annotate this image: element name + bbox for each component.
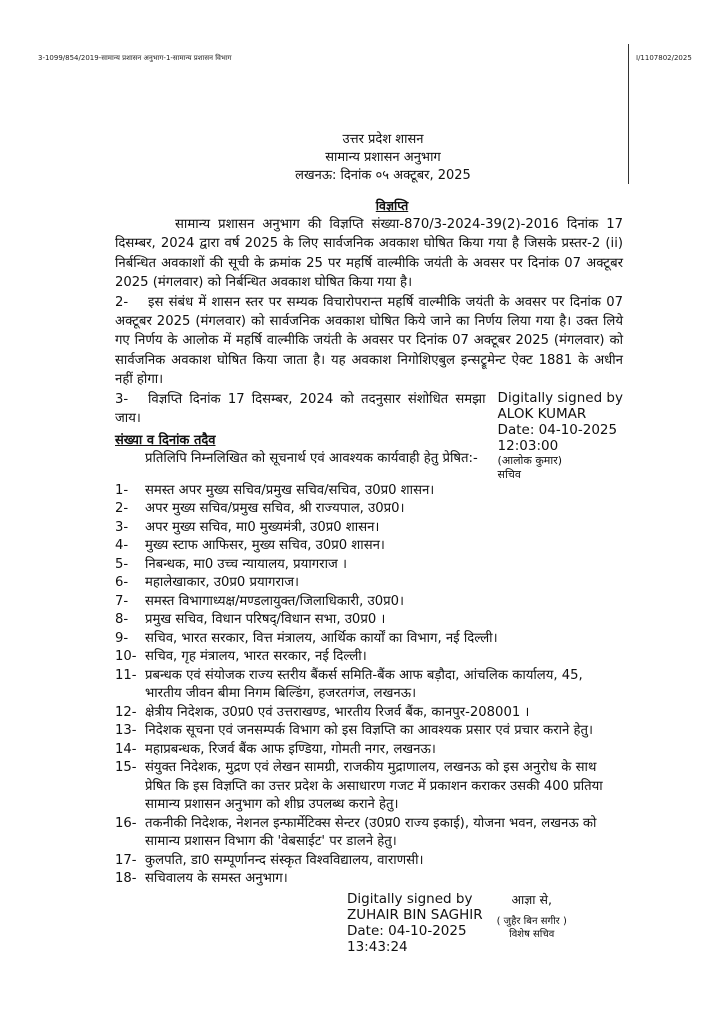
signer-hindi-title: सचिव — [497, 467, 521, 481]
list-item — [115, 741, 623, 760]
paragraph-2 — [115, 293, 623, 390]
paragraph-3-number: 3- — [115, 391, 129, 407]
list-item — [115, 870, 623, 889]
signatory-hindi-name: ( जुहैर बिन सगीर ) — [496, 915, 567, 927]
list-item — [115, 500, 623, 519]
list-item-text: प्रबन्धक एवं संयोजक राज्य स्तरीय बैंकर्स समिति-बैंक आफ बड़ौदा, आंचलिक कार्यालय, 45, भारतीय जीवन बीमा निगम बिल्डिंग, हजरतगंज, लखनऊ। — [145, 667, 583, 702]
list-item-number: 4- — [115, 538, 129, 554]
signature-date: Date: 04-10-2025 — [347, 922, 467, 939]
list-item-text: निदेशक सूचना एवं जनसम्पर्क विभाग को इस विज्ञप्ति का आवश्यक प्रसार एवं प्रचार कराने हेतु। — [145, 723, 594, 739]
list-item-number: 17- — [115, 852, 137, 868]
list-item — [115, 759, 623, 815]
list-item — [115, 722, 623, 741]
list-item-text: क्षेत्रीय निदेशक, उ0प्र0 एवं उत्तराखण्ड, भारतीय रिजर्व बैंक, कानपुर-208001 । — [145, 704, 530, 720]
list-item-text: कुलपति, डा0 सम्पूर्णानन्द संस्कृत विश्वविद्यालय, वाराणसी। — [145, 852, 424, 868]
list-item-text: सचिव, गृह मंत्रालय, भारत सरकार, नई दिल्ली। — [145, 649, 367, 665]
copy-intro: प्रतिलिपि निम्नलिखित को सूचनार्थ एवं आवश्यक कार्यवाही हेतु प्रेषित:- — [145, 451, 478, 467]
signatory-block — [497, 891, 567, 941]
order-text: आज्ञा से, — [511, 891, 552, 907]
list-item-number: 13- — [115, 723, 137, 739]
list-item — [115, 648, 623, 667]
list-item-text: महालेखाकार, उ0प्र0 प्रयागराज। — [145, 575, 300, 591]
paragraph-3 — [115, 390, 486, 429]
list-item — [115, 704, 623, 723]
list-item-number: 1- — [115, 482, 129, 498]
signature-date: Date: 04-10-2025 — [497, 421, 618, 438]
closing-block — [115, 891, 623, 955]
list-item-number: 16- — [115, 815, 137, 831]
list-item — [115, 574, 623, 593]
digital-signature-alok-kumar — [498, 390, 623, 482]
list-item-text: सचिवालय के समस्त अनुभाग। — [145, 871, 288, 887]
list-item-text: निबन्धक, मा0 उच्च न्यायालय, प्रयागराज । — [145, 556, 347, 572]
list-item — [115, 611, 623, 630]
list-item-text: अपर मुख्य सचिव/प्रमुख सचिव, श्री राज्यपाल, उ0प्र0। — [145, 501, 405, 517]
signature-time: 12:03:00 — [497, 437, 559, 454]
file-reference: 3-1099/854/2019-सामान्य प्रशासन अनुभाग-1-सामान्य प्रशासन विभाग — [38, 54, 232, 62]
list-item-text: तकनीकी निदेशक, नेशनल इन्फार्मेटिक्स सेन्टर (उ0प्र0 राज्य इकाई), योजना भवन, लखनऊ को सामान्य प्रशासन विभाग की 'वेबसाईट' पर डालने हेतु। — [145, 815, 597, 850]
paragraph-1-text: सामान्य प्रशासन अनुभाग की विज्ञप्ति संख्या-870/3-2024-39(2)-2016 दिनांक 17 दिसम्बर, 2024 द्वारा वर्ष 2025 के लिए सार्वजनिक अवकाश घोषित किया गया है जिसके प्रस्तर-2 (ii) निर्बन्धित अवकाशों की सूची के क्रमांक 25 पर महर्षि वाल्मीकि जयंती के अवसर पर दिनांक 07 अक्टूबर 2025 (मंगलवार) को निर्बन्धित अवकाश घोषित किया गया है। — [115, 217, 623, 291]
list-item-number: 6- — [115, 575, 129, 591]
list-item-text: समस्त अपर मुख्य सचिव/प्रमुख सचिव/सचिव, उ0प्र0 शासन। — [145, 482, 435, 498]
list-item — [115, 852, 623, 871]
list-item-text: अपर मुख्य सचिव, मा0 मुख्यमंत्री, उ0प्र0 शासन। — [145, 519, 380, 535]
list-item-text: महाप्रबन्धक, रिजर्व बैंक आफ इण्डिया, गोमती नगर, लखनऊ। — [145, 741, 436, 757]
notice-heading: विज्ञप्ति — [375, 198, 409, 213]
list-item-number: 14- — [115, 741, 137, 757]
list-item — [115, 537, 623, 556]
paragraph-2-number: 2- — [115, 294, 129, 310]
digital-signature-zuhair-bin-saghir — [347, 891, 483, 955]
list-item-number: 9- — [115, 630, 129, 646]
list-item-text: मुख्य स्टाफ आफिसर, मुख्य सचिव, उ0प्र0 शासन। — [145, 538, 385, 554]
place-date: लखनऊ: दिनांक ०५ अक्टूबर, 2025 — [295, 168, 471, 183]
list-item — [115, 482, 623, 501]
list-item-number: 15- — [115, 760, 137, 776]
list-item-number: 3- — [115, 519, 129, 535]
list-item — [115, 630, 623, 649]
list-item-text: संयुक्त निदेशक, मुद्रण एवं लेखन सामग्री, राजकीय मुद्राणालय, लखनऊ को इस अनुरोध के साथ प्रेषित कि इस विज्ञप्ति का उत्तर प्रदेश के असाधारण गजट में प्रकाशन कराकर उसकी 400 प्रतिया सामान्य प्रशासन अनुभाग को शीघ्र उपलब्ध कराने हेतु। — [145, 760, 603, 813]
list-item-number: 10- — [115, 649, 137, 665]
reference-number: संख्या व दिनांक तदैव — [115, 433, 216, 449]
list-item — [115, 667, 623, 704]
paragraph-3-and-signature — [115, 390, 623, 482]
signature-label: Digitally signed by — [497, 389, 623, 406]
list-item-text: समस्त विभागाध्यक्ष/मण्डलायुक्त/जिलाधिकारी, उ0प्र0। — [145, 593, 404, 609]
signer-hindi-name: (आलोक कुमार) — [497, 453, 562, 467]
list-item-number: 18- — [115, 871, 137, 887]
list-item-number: 12- — [115, 704, 137, 720]
list-item-number: 7- — [115, 593, 129, 609]
copy-recipients-list — [115, 482, 623, 889]
signature-time: 13:43:24 — [347, 938, 408, 955]
list-item — [115, 815, 623, 852]
signer-name: ZUHAIR BIN SAGHIR — [347, 906, 483, 923]
document-id: I/1107802/2025 — [636, 54, 692, 62]
list-item-text: प्रमुख सचिव, विधान परिषद्/विधान सभा, उ0प्र0 । — [145, 612, 386, 628]
list-item-number: 11- — [115, 667, 137, 683]
government-name: उत्तर प्रदेश शासन — [342, 132, 424, 147]
signer-name: ALOK KUMAR — [497, 405, 587, 422]
signature-label: Digitally signed by — [347, 890, 473, 907]
signatory-hindi-title: विशेष सचिव — [509, 928, 555, 940]
list-item — [115, 593, 623, 612]
paragraph-3-text: विज्ञप्ति दिनांक 17 दिसम्बर, 2024 को तदनुसार संशोधित समझा जाय। — [115, 391, 486, 427]
list-item-number: 8- — [115, 612, 129, 628]
paragraph-1 — [115, 215, 623, 293]
list-item-number: 2- — [115, 501, 129, 517]
list-item-number: 5- — [115, 556, 129, 572]
list-item — [115, 519, 623, 538]
paragraph-2-text: इस संबंध में शासन स्तर पर सम्यक विचारोपरान्त महर्षि वाल्मीकि जयंती के अवसर पर दिनांक 07 अक्टूबर 2025 (मंगलवार) को सार्वजनिक अवकाश घोषित किये जाने का निर्णय लिया गया है। उक्त लिये गए निर्णय के आलोक में महर्षि वाल्मीकि जयंती के अवसर पर दिनांक 07 अक्टूबर 2025 (मंगलवार) को सार्वजनिक अवकाश घोषित किया जाता है। यह अवकाश निगोशिएबुल इन्सट्रूमेन्ट ऐक्ट 1881 के अधीन नहीं होगा। — [115, 294, 623, 388]
list-item — [115, 556, 623, 575]
department-name: सामान्य प्रशासन अनुभाग — [325, 150, 441, 165]
list-item-text: सचिव, भारत सरकार, वित्त मंत्रालय, आर्थिक कार्यों का विभाग, नई दिल्ली। — [145, 630, 498, 646]
letterhead — [0, 131, 720, 185]
document-body — [115, 197, 623, 955]
